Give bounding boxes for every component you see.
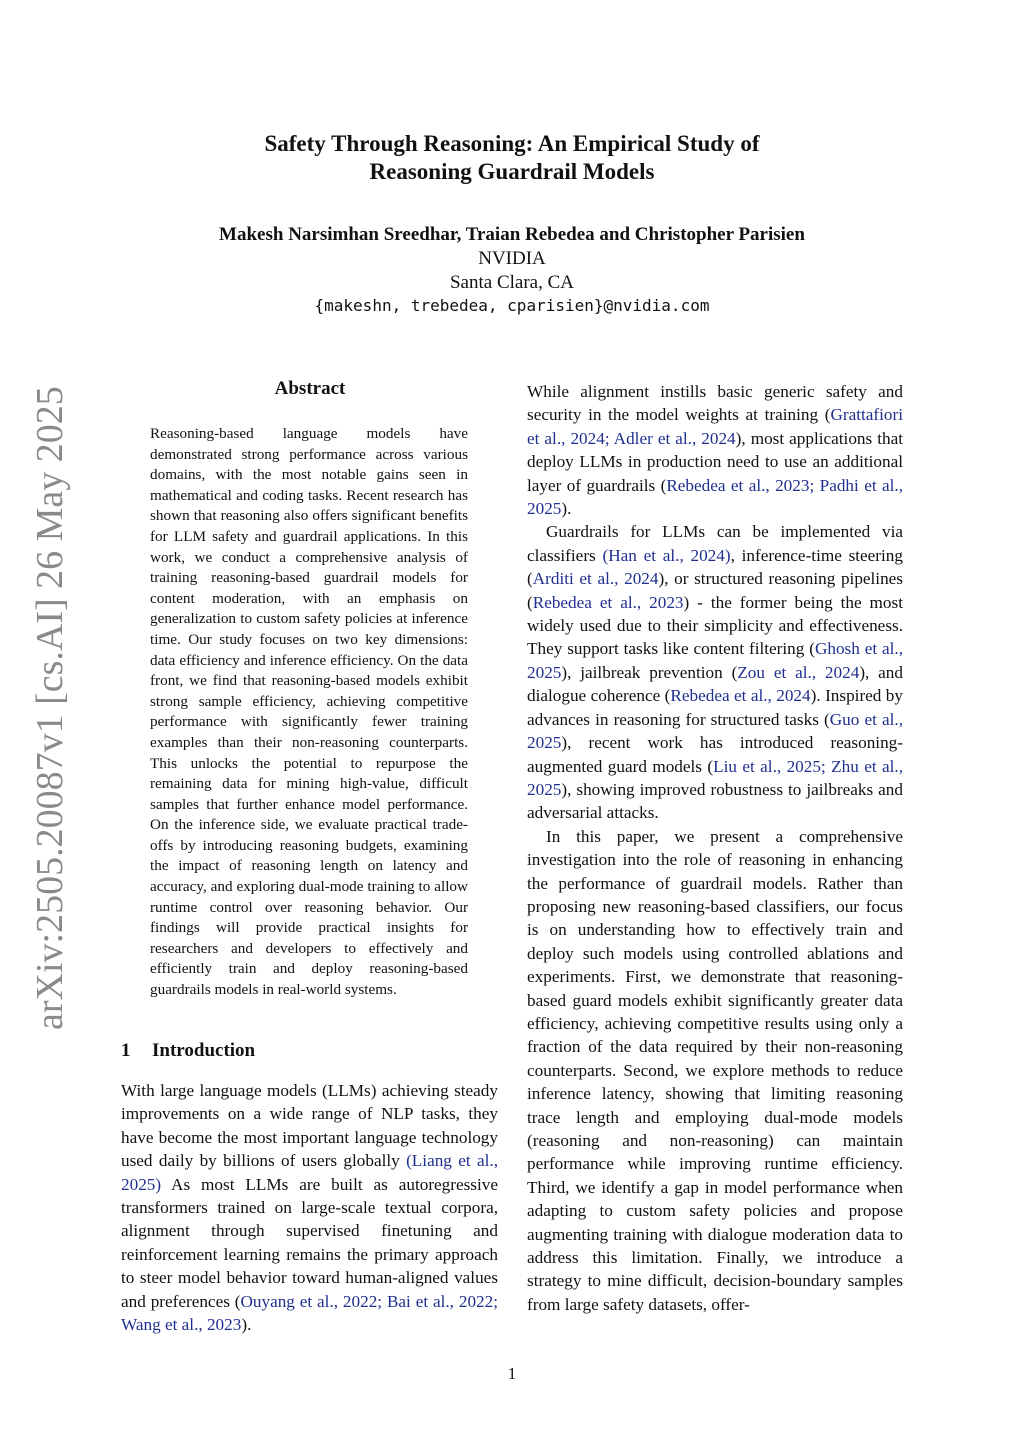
text-run: As most LLMs are built as autoregressive transformers trained on large-scale textual corpora, alignment through supervised finetuning and reinforcement learning remains the primary approach to steer model behavior toward human-aligned values and preferences ( [121, 1174, 498, 1311]
paper-title [0, 130, 1024, 186]
citation-link[interactable]: Ouyang et al., 2022; Bai et al., 2022; Wang et al., 2023 [121, 1291, 498, 1335]
section-heading-introduction [121, 1040, 255, 1062]
author-list: Makesh Narsimhan Sreedhar, Traian Rebedea and Christopher Parisien [219, 224, 805, 245]
text-run: ), recent work has introduced reasoning-augmented guard models ( [527, 733, 903, 776]
citation-link[interactable]: Rebedea et al., 2023; Padhi et al., 2025 [527, 475, 903, 519]
text-run: ). Inspired by advances in reasoning for structured tasks ( [527, 686, 903, 729]
paper-title-line-1: Safety Through Reasoning: An Empirical Study of [264, 131, 760, 156]
author-emails[interactable]: {makeshn, trebedea, cparisien}@nvidia.com [314, 296, 710, 315]
location: Santa Clara, CA [449, 272, 574, 293]
text-run: , inference-time steering ( [527, 545, 903, 589]
text-run: With large language models (LLMs) achieving steady improvements on a wide range of NLP tasks, they have become the most important language technology used daily by billions of users globally [121, 1081, 498, 1171]
text-run: ), showing improved robustness to jailbreaks and adversarial attacks. [527, 779, 903, 823]
citation-link[interactable]: Rebedea et al., 2023 [532, 592, 684, 612]
arxiv-identifier-stamp: arXiv:2505.20087v1 [cs.AI] 26 May 2025 [29, 386, 71, 1030]
citation-link[interactable]: Rebedea et al., 2024 [670, 686, 811, 706]
text-run: While alignment instills basic generic safety and security in the model weights at training ( [527, 382, 903, 425]
affiliation: NVIDIA [478, 248, 546, 269]
page-number: 1 [507, 1364, 517, 1383]
text-run: Guardrails for LLMs can be implemented via classifiers [527, 522, 903, 565]
citation-link[interactable]: Guo et al., 2025 [527, 709, 903, 753]
intro-paragraph-4: In this paper, we present a comprehensive investigation into the role of reasoning in enhancing the performance of guardrail models. Rather than proposing new reasoning-based classifiers, our focus is on understanding how to effectively train and deploy such models using controlled ablations and experiments. First, we demonstrate that reasoning-based guard models exhibit significantly greater data efficiency, achieving competitive results using only a fraction of the data required by their non-reasoning counterparts. Second, we explore methods to reduce inference latency, showing that limiting reasoning trace length and employing dual-mode models (reasoning and non-reasoning) can maintain performance while improving runtime efficiency. Third, we identify a gap in model performance when adapting to custom safety policies and propose augmenting training with dialogue moderation data to address this limitation. Finally, we introduce a strategy to mine difficult, decision-boundary samples from large safety datasets, offer- [527, 826, 903, 1314]
citation-link[interactable]: Liu et al., 2025; Zhu et al., 2025 [527, 756, 903, 799]
text-run: ) - the former being the most widely used due to their simplicity and effectiveness. They support tasks like content filtering ( [527, 592, 903, 659]
text-run: ), most applications that deploy LLMs in production need to use an additional layer of guardrails ( [527, 428, 903, 495]
text-run: ), or structured reasoning pipelines ( [527, 569, 903, 612]
text-run: ). [561, 499, 572, 519]
citation-link[interactable]: Arditi et al., 2024 [532, 569, 659, 589]
intro-paragraph-3 [527, 520, 903, 824]
citation-link[interactable]: Zou et al., 2024 [737, 662, 860, 682]
citation-link[interactable]: (Liang et al., 2025) [121, 1151, 498, 1194]
text-run: ). [241, 1315, 252, 1335]
left-column-text [121, 1079, 498, 1336]
section-title: Introduction [152, 1040, 256, 1061]
abstract-heading: Abstract [274, 378, 346, 399]
abstract-body: Reasoning-based language models have demonstrated strong performance across various domains, with the most notable gains seen in mathematical and coding tasks. Recent research has shown that reasoning also offers significant benefits for LLM safety and guardrail applications. In this work, we conduct a comprehensive analysis of training reasoning-based guardrail models for content moderation, with an emphasis on generalization to custom safety policies at inference time. Our study focuses on two key dimensions: data efficiency and inference efficiency. On the data front, we find that reasoning-based models exhibit strong sample efficiency, achieving competitive performance with significantly fewer training examples than their non-reasoning counterparts. This unlocks the potential to repurpose the remaining data for mining high-value, difficult samples that further enhance model performance. On the inference side, we evaluate practical trade-offs by introducing reasoning budgets, examining the impact of reasoning length on latency and accuracy, and exploring dual-mode training to allow runtime control over reasoning behavior. Our findings will provide practical insights for researchers and developers to effectively and efficiently train and deploy reasoning-based guardrails models in real-world systems. [150, 425, 468, 999]
right-column-text [527, 380, 903, 1316]
intro-paragraph-2 [527, 380, 903, 520]
paper-title-line-2: Reasoning Guardrail Models [369, 159, 655, 184]
citation-link[interactable]: Ghosh et al., 2025 [527, 639, 903, 682]
citation-link[interactable]: Grattafiori et al., 2024; Adler et al., 2024 [527, 405, 903, 448]
text-run: ), jailbreak prevention ( [561, 662, 738, 682]
intro-paragraph-1 [121, 1079, 498, 1336]
section-number: 1 [121, 1040, 131, 1061]
citation-link[interactable]: (Han et al., 2024) [602, 545, 731, 565]
text-run: ), and dialogue coherence ( [527, 662, 903, 706]
